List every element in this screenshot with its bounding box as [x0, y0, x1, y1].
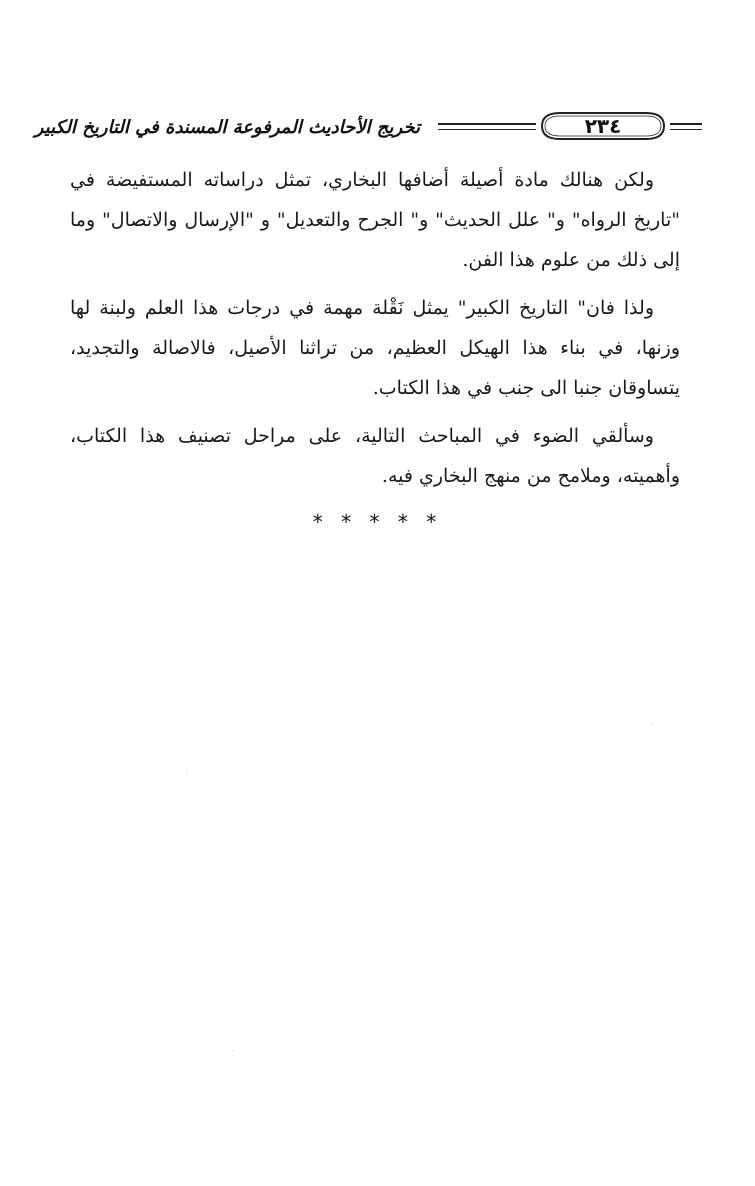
paragraph-2: ولذا فان" التاريخ الكبير" يمثل نَقْلة مهمة في درجات هذا العلم ولبنة لها وزنها، في بناء هذا الهيكل العظيم، من تراثنا الأصيل، فالاصالة والتجديد، يتساوقان جنبا الى جنب في هذا الكتاب. — [70, 297, 680, 399]
body-text — [70, 160, 680, 496]
header-rule-right — [670, 123, 702, 130]
scan-speck — [232, 1050, 233, 1051]
running-title: تخريج الأحاديث المرفوعة المسندة في التاريخ الكبير — [34, 117, 420, 138]
section-separator: * * * * * — [312, 510, 443, 534]
running-header — [34, 108, 702, 148]
paragraph-3: وسألقي الضوء في المباحث التالية، على مراحل تصنيف هذا الكتاب، وأهميته، وملامح من منهج البخاري فيه. — [70, 425, 680, 487]
scan-speck — [186, 770, 187, 771]
page-number-frame — [538, 110, 668, 142]
scan-speck — [652, 724, 653, 725]
paragraph-1: ولكن هنالك مادة أصيلة أضافها البخاري، تمثل دراساته المستفيضة في "تاريخ الرواه" و" علل الحديث" و" الجرح والتعديل" و "الإرسال والاتصال" وما إلى ذلك من علوم هذا الفن. — [70, 169, 680, 271]
header-rule-left — [438, 123, 536, 130]
page-number: ٢٣٤ — [584, 114, 622, 138]
